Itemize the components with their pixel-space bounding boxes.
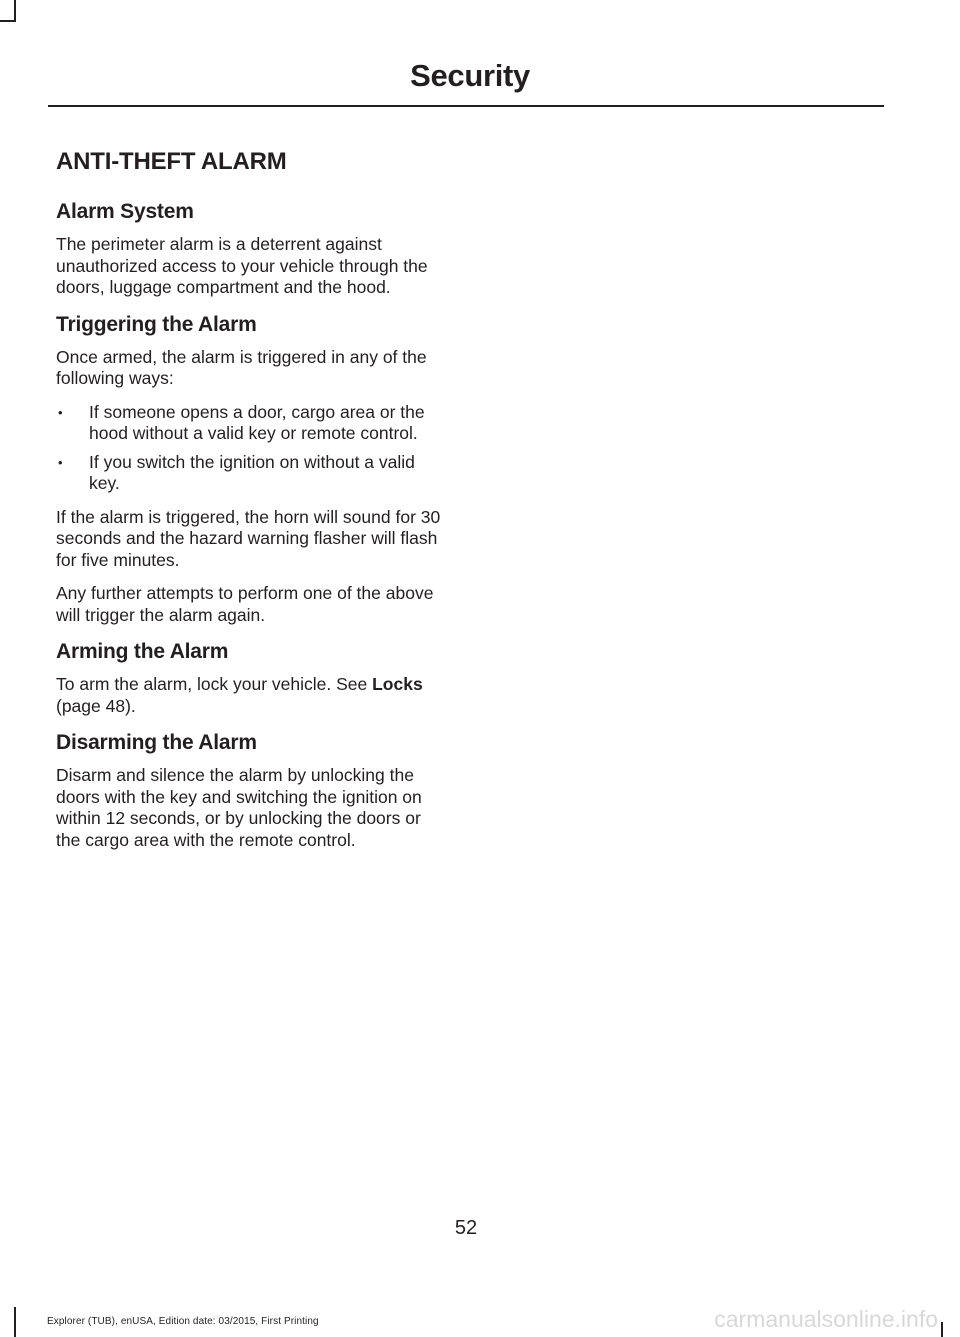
trigger-list — [56, 402, 448, 495]
locks-link[interactable]: Locks — [372, 674, 423, 694]
page-number: 52 — [454, 1217, 478, 1239]
arming-heading: Arming the Alarm — [56, 640, 229, 663]
disarming-paragraph: Disarm and silence the alarm by unlocking the doors with the key and switching the ignition on within 12 seconds, or by unlocking the doors or the cargo area with the remote control. — [56, 765, 422, 850]
crop-mark-bottom-left — [14, 1307, 16, 1337]
arming-paragraph — [56, 674, 448, 717]
list-item: • If someone opens a door, cargo area or the hood without a valid key or remote control. — [56, 402, 448, 445]
edition-footer: Explorer (TUB), enUSA, Edition date: 03/2015, First Printing — [47, 1316, 319, 1327]
crop-mark-bottom-right — [941, 1322, 943, 1337]
arming-text: To arm the alarm, lock your vehicle. See — [56, 674, 373, 694]
triggering-intro: Once armed, the alarm is triggered in any of the following ways: — [56, 346, 427, 388]
crop-mark-top-left-horizontal — [0, 20, 16, 22]
alarm-system-paragraph: The perimeter alarm is a deterrent against unauthorized access to your vehicle through the doors, luggage compartment and the hood. — [56, 234, 428, 297]
page-reference: (page 48). — [56, 695, 136, 716]
chapter-heading: ANTI-THEFT ALARM — [56, 148, 287, 175]
crop-mark-top-left-vertical — [14, 0, 16, 22]
main-column — [56, 146, 448, 869]
disarming-heading: Disarming the Alarm — [56, 731, 257, 754]
triggering-heading: Triggering the Alarm — [56, 312, 257, 336]
further-attempts-paragraph: Any further attempts to perform one of the above will trigger the alarm again. — [56, 583, 434, 625]
watermark: carmanualsonline.info — [714, 1306, 938, 1332]
section-title: Security — [410, 58, 530, 93]
alarm-system-heading: Alarm System — [56, 200, 194, 223]
horn-paragraph: If the alarm is triggered, the horn will sound for 30 seconds and the hazard warning flasher will flash for five minutes. — [56, 506, 441, 570]
header-rule — [48, 105, 884, 107]
list-item: • If you switch the ignition on without a valid key. — [56, 452, 448, 495]
